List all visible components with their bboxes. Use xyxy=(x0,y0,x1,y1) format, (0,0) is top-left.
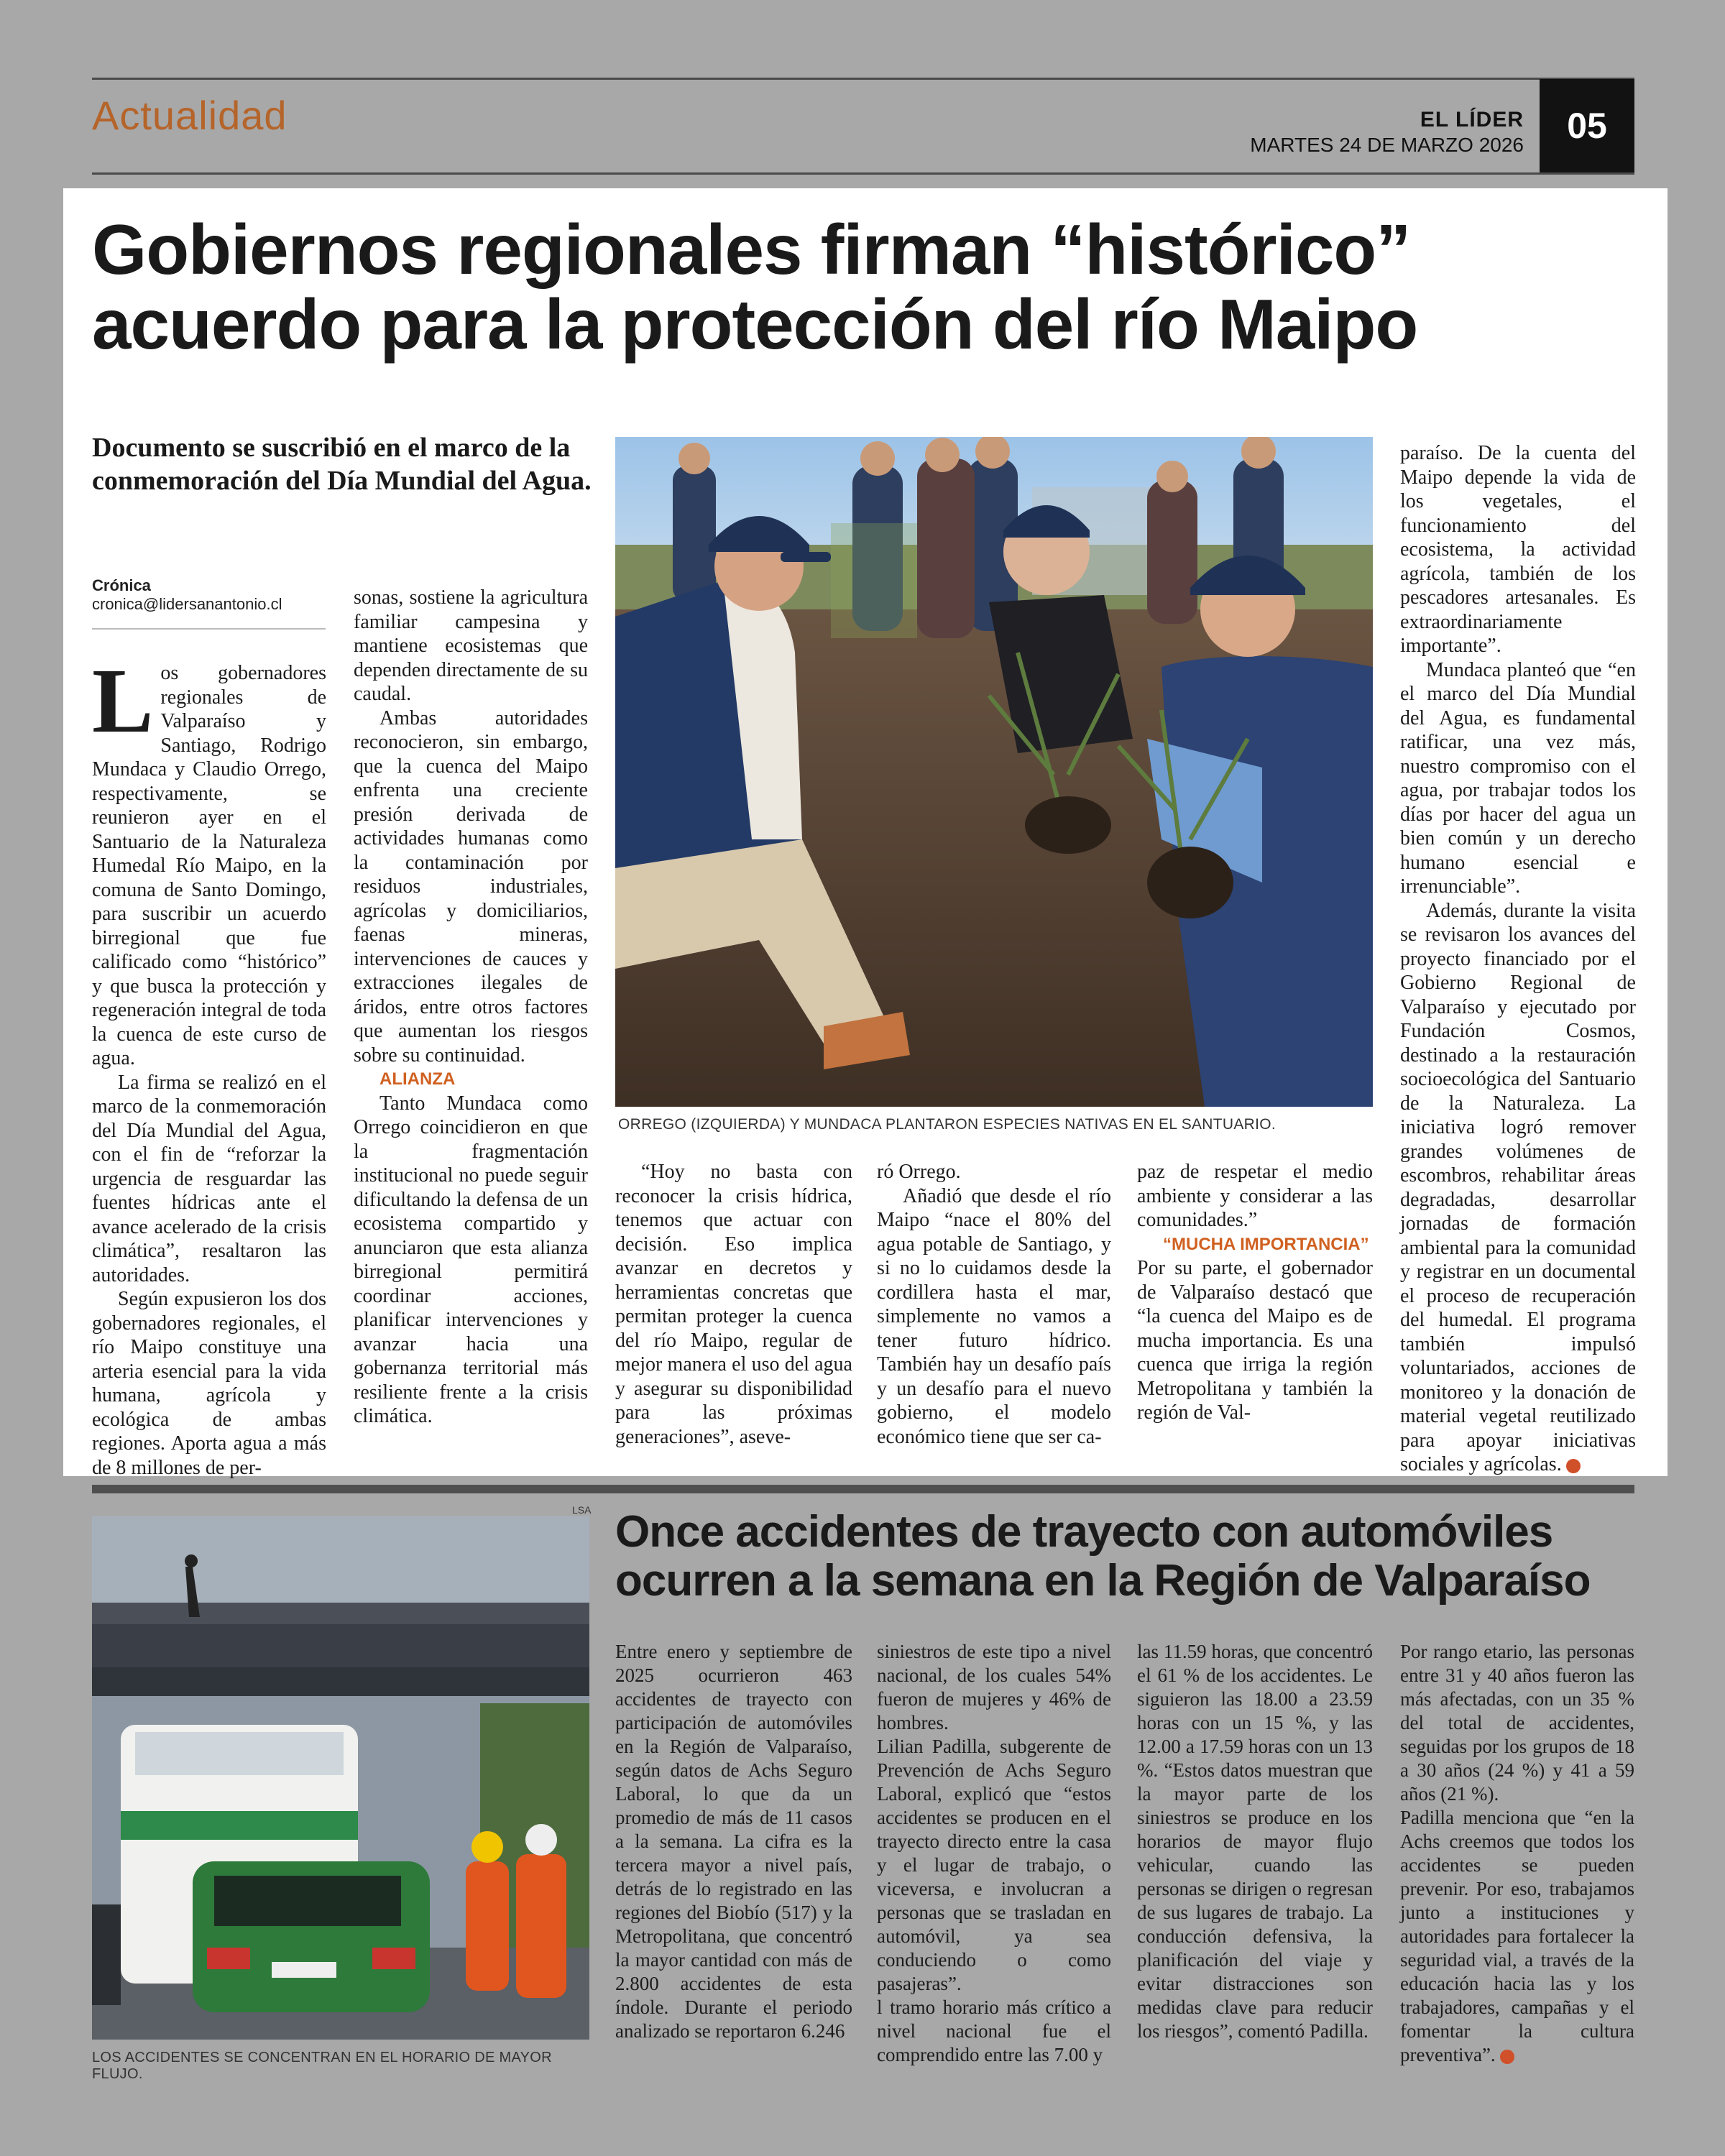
second-headline-line2: ocurren a la semana en la Región de Valparaíso xyxy=(615,1556,1591,1606)
end-mark-icon xyxy=(1566,1459,1581,1473)
main-col1-para1-text: os gobernadores regionales de Valparaíso y Santiago, Rodrigo Mundaca y Claudio Orrego, respectivamente, se reunieron ayer en el Santuario de la Naturaleza Humedal Río Maipo, en la comuna de Santo Domingo, para suscribir un acuerdo birregional que fue calificado como “histórico” y que busca la protección y regeneración integral de toda la cuenca de este curso de agua. xyxy=(92,662,326,1069)
second-col1-text: Entre enero y septiembre de 2025 ocurrieron 463 accidentes de trayecto con participación de automóviles en la Región de Valparaíso, según datos de Achs Seguro Laboral, lo que da un promedio de más de 11 casos a la semana. La cifra es la tercera mayor a nivel país, detrás de lo registrado en las regiones del Biobío (517) y la Metropolitana, que concentró la mayor cantidad con más de 2.800 accidentes de esta índole. Durante el periodo analizado se reportaron 6.246 xyxy=(615,1641,852,2042)
second-headline-line1: Once accidentes de trayecto con automóviles xyxy=(615,1507,1553,1557)
main-col4-para2: Añadió que desde el río Maipo “nace el 80% del agua potable de Santiago, y si no lo cuidamos desde la cordillera hasta el mar, simplemente no vamos a tener futuro hídrico. También hay un desafío país y un desafío para el nuevo gobierno, el modelo económico tiene que ser ca- xyxy=(877,1184,1111,1448)
second-col-4 xyxy=(1400,1640,1634,2067)
main-col3-para1: “Hoy no basta con reconocer la crisis hídrica, tenemos que actuar con decisión. Eso implica avanzar en decretos y herramientas concretas que permitan proteger la cuenca del río Maipo, regular de mejor manera el uso del agua y asegurar su disponibilidad para las próximas generaciones”, asevе- xyxy=(615,1161,852,1448)
main-col5-para2: Por su parte, el gobernador de Valparaíso destacó que “la cuenca del Maipo es de mucha importancia. Es una cuenca que irriga la región Metropolitana y también la región de Val- xyxy=(1137,1257,1373,1424)
header-rule xyxy=(92,172,1634,175)
byline-rule xyxy=(92,628,326,630)
photo-credit: LSA xyxy=(572,1504,592,1516)
second-col2-para1: siniestros de este tipo a nivel nacional, de los cuales 54% fueron de mujeres y 46% de hombres. xyxy=(877,1641,1111,1733)
main-col-1 xyxy=(92,650,326,1480)
main-col-3 xyxy=(615,1160,852,1449)
main-col1-para3: Según expusieron los dos gobernadores regionales, el río Maipo constituye una arteria esencial para la vida humana, agrícola y ecológica de ambas regiones. Aporta agua a más de 8 millones de per- xyxy=(92,1288,326,1479)
main-headline xyxy=(92,210,1644,364)
main-col6-para3 xyxy=(1400,899,1636,1477)
main-col6-para2: Mundaca planteó que “en el marco del Día Mundial del Agua, es fundamental ratificar, una vez más, nuestro compromiso con el agua, por trabajar todos los días por hacer del agua un bien común y un derecho humano esencial e irrenunciable”. xyxy=(1400,658,1636,898)
brand-name: EL LÍDER xyxy=(1420,108,1524,132)
main-col5-para1: paz de respetar el medio ambiente y considerar a las comunidades.” xyxy=(1137,1161,1373,1231)
main-col2-para2: Ambas autoridades reconocieron, sin embargo, que la cuenca del Maipo enfrenta una creciente presión derivada de actividades humanas como la contaminación por residuos industriales, agrícolas y domiciliarios, faenas mineras, intervenciones de cauces y extracciones ilegales de áridos, entre otros factores que aumentan los riesgos sobre su continuidad. xyxy=(354,706,588,1067)
second-col-2 xyxy=(877,1640,1111,2067)
byline-email: cronica@lidersanantonio.cl xyxy=(92,595,282,613)
second-col2-para2: Lilian Padilla, subgerente de Prevención de Achs Seguro Laboral, explicó que “estos accidentes se producen en el trayecto directo entre la casa y el lugar de trabajo, o viceversa, e involucran a personas que se trasladan en automóvil, ya sea conduciendo o como pasajeras”. xyxy=(877,1736,1111,1994)
second-col3-text: las 11.59 horas, que concentró el 61 % de los accidentes. Le siguieron las 18.00 a 23.59 horas con un 15 %, y las 12.00 a 17.59 horas con un 13 %. “Estos datos muestran que la mayor parte de los siniestros se produce en los horarios de mayor flujo vehicular, cuando las personas se dirigen o regresan de sus lugares de trabajo. La conducción defensiva, la planificación del viaje y evitar distracciones son medidas clave para reducir los riesgos”, comentó Padilla. xyxy=(1137,1641,1373,2042)
main-col-2 xyxy=(354,586,588,1429)
second-col4-para2 xyxy=(1400,1806,1634,2067)
main-photo-illustration xyxy=(615,437,1373,1107)
main-photo xyxy=(615,437,1373,1107)
main-col2-para3: Tanto Mundaca como Orrego coincidieron en que la fragmentación institucional no puede seguir dificultando la defensa de un ecosistema compartido y anunciaron que esta alianza birregional permitirá coordinar acciones, planificar intervenciones y avanzar hacia una gobernanza territorial más resiliente frente a la crisis climática. xyxy=(354,1092,588,1427)
masthead xyxy=(1250,108,1524,157)
byline-name: Crónica xyxy=(92,576,151,594)
second-headline xyxy=(615,1508,1650,1606)
main-headline-line2: acuerdo para la protección del río Maipo xyxy=(92,284,1418,364)
main-col2-para1: sonas, sostiene la agricultura familiar campesina y mantiene ecosistemas que dependen directamente de su caudal. xyxy=(354,586,588,705)
main-col-4 xyxy=(877,1160,1111,1449)
second-col4-para2-text: Padilla menciona que “en la Achs creemos que todos los accidentes se pueden prevenir. Por eso, trabajamos junto a instituciones y autoridades para fortalecer la seguridad vial, a través de la educación hacia las y los trabajadores, campañas y el fomentar la cultura preventiva”. xyxy=(1400,1807,1634,2065)
kicker-mucha-importancia: “MUCHA IMPORTANCIA” xyxy=(1163,1234,1369,1254)
section-divider xyxy=(92,1485,1634,1493)
byline xyxy=(92,576,329,614)
top-rule xyxy=(92,78,1634,80)
main-col1-para1 xyxy=(92,650,326,1071)
section-title: Actualidad xyxy=(92,93,288,138)
main-col1-para2: La firma se realizó en el marco de la conmemoración del Día Mundial del Agua, con el fin de “reforzar la urgencia de resguardar las fuentes hídricas ante el avance acelerado de la crisis climática”, resaltaron las autoridades. xyxy=(92,1071,326,1286)
main-col4-para1: ró Orrego. xyxy=(877,1161,961,1183)
second-col4-para1: Por rango etario, las personas entre 31 y 40 años fueron las más afectadas, con un 35 % del total de accidentes, seguidas por los grupos de 18 a 30 años (24 %) y 41 a 59 años (21 %). xyxy=(1400,1641,1634,1805)
main-headline-line1: Gobiernos regionales firman “histórico” xyxy=(92,210,1411,289)
second-photo-caption: LOS ACCIDENTES SE CONCENTRAN EN EL HORARIO DE MAYOR FLUJO. xyxy=(92,2050,552,2082)
drop-cap: L xyxy=(92,650,154,752)
main-subhead: Documento se suscribió en el marco de la conmemoración del Día Mundial del Agua. xyxy=(92,433,592,497)
main-col-6 xyxy=(1400,441,1636,1477)
second-photo xyxy=(92,1516,589,2040)
second-col-3 xyxy=(1137,1640,1373,2043)
main-col6-para3-text: Además, durante la visita se revisaron los avances del proyecto financiado por el Gobierno Regional de Valparaíso y ejecutado por Fundación Cosmos, destinado a la restauración socioecológica del Santuario de la Naturaleza. La iniciativa logró remover grandes volúmenes de escombros, rehabilitar áreas degradadas, desarrollar jornadas de formación ambiental para la comunidad y registrar en un documental el proceso de recuperación del humedal. El programa también impulsó voluntariados, acciones de monitoreo y la donación de material vegetal reutilizado para apoyar iniciativas sociales y agrícolas. xyxy=(1400,899,1636,1475)
main-col6-para1: paraíso. De la cuenta del Maipo depende la vida de los vegetales, el funcionamiento del ecosistema, la actividad agrícola, también de los pescadores artesanales. Es extraordinariamente importante”. xyxy=(1400,442,1636,657)
kicker-alianza: ALIANZA xyxy=(380,1069,456,1089)
issue-date: MARTES 24 DE MARZO 2026 xyxy=(1250,134,1524,156)
page-number: 05 xyxy=(1540,79,1634,172)
second-col-1 xyxy=(615,1640,852,2043)
end-mark-icon-2 xyxy=(1500,2050,1514,2064)
second-photo-illustration xyxy=(92,1516,589,2040)
main-col-5 xyxy=(1137,1160,1373,1425)
second-col2-para3: l tramo horario más crítico a nivel nacional fue el comprendido entre las 7.00 y xyxy=(877,1996,1111,2065)
main-photo-caption: ORREGO (IZQUIERDA) Y MUNDACA PLANTARON ESPECIES NATIVAS EN EL SANTUARIO. xyxy=(618,1116,1276,1133)
